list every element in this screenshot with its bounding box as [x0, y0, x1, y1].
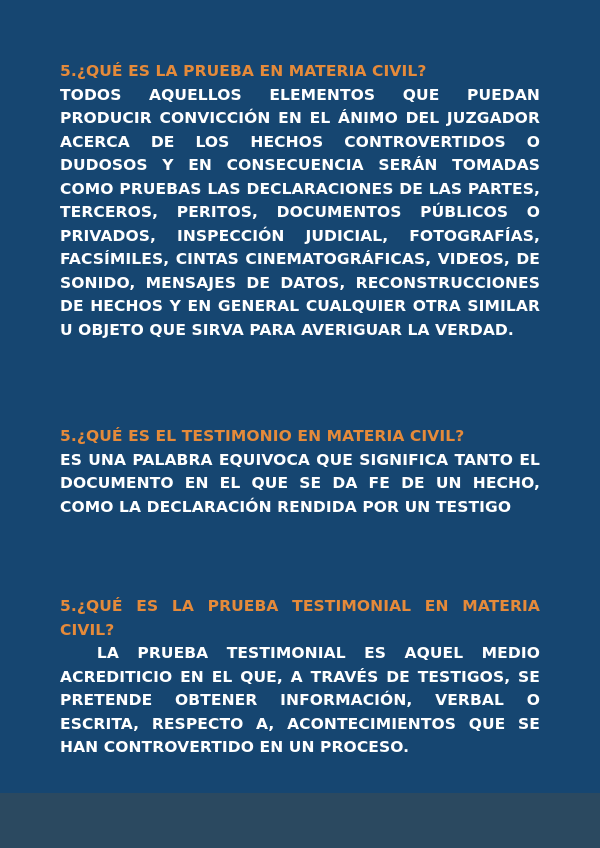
footer-band — [0, 793, 600, 848]
section-prueba-materia-civil — [60, 60, 540, 342]
section-answer: TODOS AQUELLOS ELEMENTOS QUE PUEDAN PRODUCIR CONVICCIÓN EN EL ÁNIMO DEL JUZGADOR ACERCA DE LOS HECHOS CONTROVERTIDOS O DUDOSOS Y EN CONSECUENCIA SERÁN TOMADAS COMO PRUEBAS LAS DECLARACIONES DE LAS PARTES, TERCEROS, PERITOS, DOCUMENTOS PÚBLICOS O PRIVADOS, INSPECCIÓN JUDICIAL, FOTOGRAFÍAS, FACSÍMILES, CINTAS CINEMATOGRÁFICAS, VIDEOS, DE SONIDO, MENSAJES DE DATOS, RECONSTRUCCIONES DE HECHOS Y EN GENERAL CUALQUIER OTRA SIMILAR U OBJETO QUE SIRVA PARA AVERIGUAR LA VERDAD. — [60, 85, 540, 339]
section-prueba-testimonial — [60, 595, 546, 760]
section-testimonio-materia-civil — [60, 425, 540, 519]
section-question: 5.¿QUÉ ES LA PRUEBA EN MATERIA CIVIL? — [60, 62, 427, 80]
section-answer: LA PRUEBA TESTIMONIAL ES AQUEL MEDIO ACREDITICIO EN EL QUE, A TRAVÉS DE TESTIGOS, SE PRETENDE OBTENER INFORMACIÓN, VERBAL O ESCRITA, RESPECTO A, ACONTECIMIENTOS QUE SE HAN CONTROVERTIDO EN UN PROCESO. — [60, 644, 546, 756]
section-question: 5.¿QUÉ ES EL TESTIMONIO EN MATERIA CIVIL? — [60, 427, 465, 445]
section-question: 5.¿QUÉ ES LA PRUEBA TESTIMONIAL EN MATERIA CIVIL? — [60, 597, 540, 639]
section-answer: ES UNA PALABRA EQUIVOCA QUE SIGNIFICA TANTO EL DOCUMENTO EN EL QUE SE DA FE DE UN HECHO, COMO LA DECLARACIÓN RENDIDA POR UN TESTIGO — [60, 450, 540, 516]
